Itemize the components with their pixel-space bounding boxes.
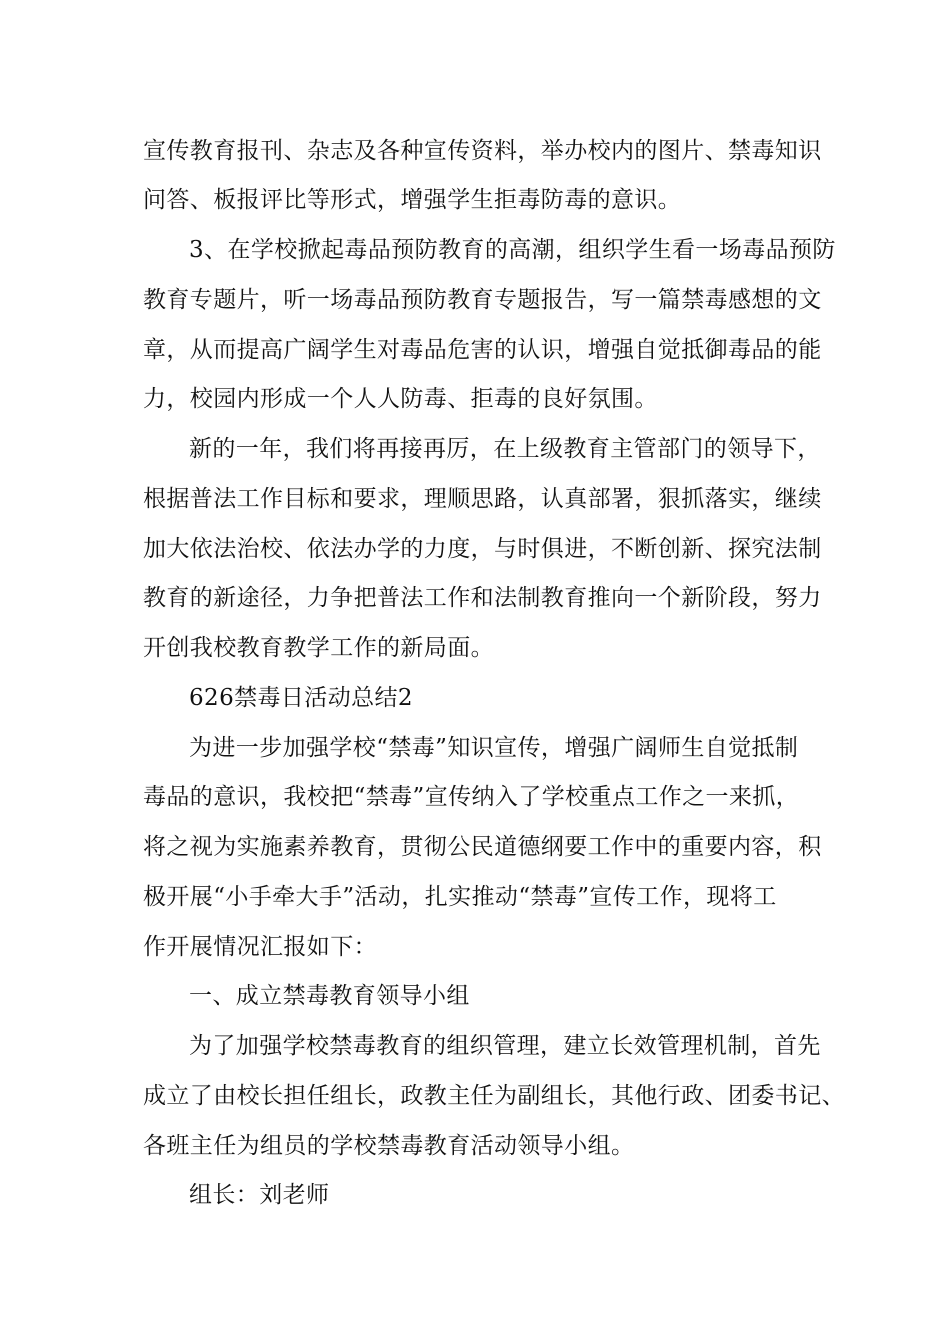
text-line: 将之视为实施素养教育，贯彻公民道德纲要工作中的重要内容，积 [143, 834, 822, 860]
text-line: 加大依法治校、依法办学的力度，与时俱进，不断创新、探究法制 [143, 536, 822, 562]
subsection-heading: 一、成立禁毒教育领导小组 [189, 983, 470, 1009]
text-line: 各班主任为组员的学校禁毒教育活动领导小组。 [143, 1133, 635, 1159]
text-line: 毒品的意识，我校把“禁毒”宣传纳入了学校重点工作之一来抓， [143, 784, 800, 810]
text-line: 问答、板报评比等形式，增强学生拒毒防毒的意识。 [143, 187, 682, 213]
text-line: 力，校园内形成一个人人防毒、拒毒的良好氛围。 [143, 386, 658, 412]
text-line: 为了加强学校禁毒教育的组织管理，建立长效管理机制，首先 [189, 1033, 821, 1059]
text-line: 3、在学校掀起毒品预防教育的高潮，组织学生看一场毒品预防 [189, 237, 836, 263]
section-heading: 626禁毒日活动总结2 [189, 685, 413, 711]
text-line: 教育的新途径，力争把普法工作和法制教育推向一个新阶段，努力 [143, 585, 822, 611]
text-line: 组长：刘老师 [189, 1182, 330, 1208]
text-line: 章，从而提高广阔学生对毒品危害的认识，增强自觉抵御毒品的能 [143, 337, 822, 363]
text-line: 新的一年，我们将再接再厉，在上级教育主管部门的领导下， [189, 436, 821, 462]
text-line: 极开展“小手牵大手”活动，扎实推动“禁毒”宣传工作，现将工 [143, 884, 777, 910]
text-line: 开创我校教育教学工作的新局面。 [143, 635, 494, 661]
text-line: 作开展情况汇报如下： [143, 934, 377, 960]
text-line: 成立了由校长担任组长，政教主任为副组长，其他行政、团委书记、 [143, 1083, 845, 1109]
text-line: 宣传教育报刊、杂志及各种宣传资料，举办校内的图片、禁毒知识 [143, 138, 822, 164]
text-line: 为进一步加强学校“禁毒”知识宣传，增强广阔师生自觉抵制 [189, 735, 799, 761]
text-line: 根据普法工作目标和要求，理顺思路，认真部署，狠抓落实，继续 [143, 486, 822, 512]
text-line: 教育专题片，听一场毒品预防教育专题报告，写一篇禁毒感想的文 [143, 287, 822, 313]
